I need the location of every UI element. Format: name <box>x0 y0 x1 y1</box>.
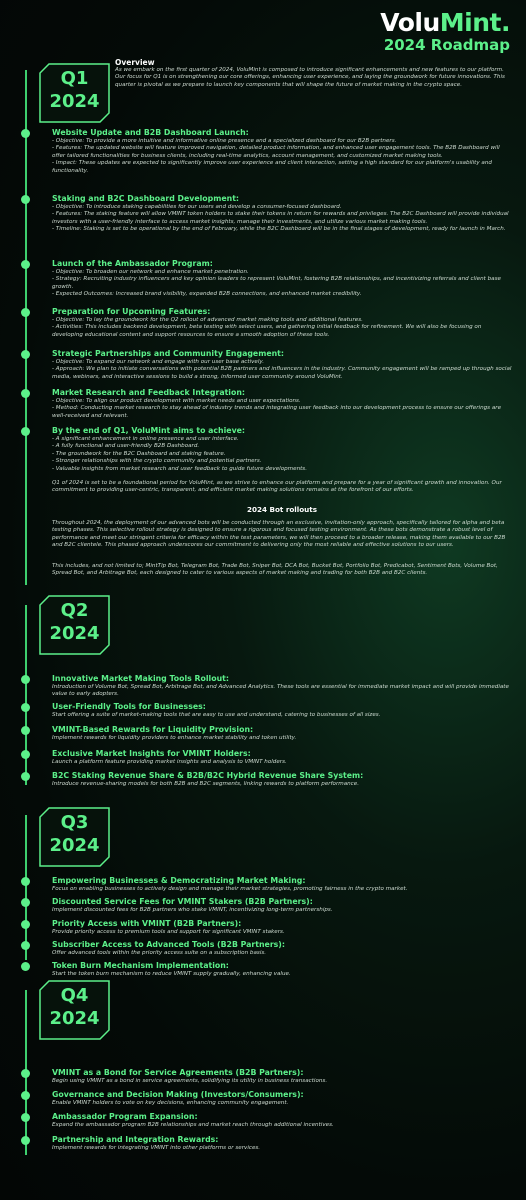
section-line: - Expected Outcomes: Increased brand visibility, expanded B2B connections, and enhanced market credibility. <box>52 291 362 298</box>
section-line: Enable VMINT holders to vote on key decisions, enhancing community engagement. <box>52 1100 289 1106</box>
section-line: Implement discounted fees for B2B partners who stake VMINT, incentivizing long-term partnerships. <box>52 907 333 913</box>
timeline-dot <box>21 920 30 929</box>
brand-logo <box>380 9 510 36</box>
section-line: Introduce revenue-sharing models for both B2B and B2C segments, linking rewards to platform performance. <box>52 781 359 787</box>
section-line: - Features: The staking feature will allow VMINT token holders to stake their tokens in return for rewards and privileges. The B2C Dashboard will provide individual investors with a user-friendly interface to access market insights, manage their investments, and utilize various market making tools. <box>52 211 509 225</box>
q4-section <box>52 1135 512 1152</box>
q3-section <box>52 961 512 978</box>
section-line: - Strategy: Recruiting industry influencers and key opinion leaders to represent VoluMint, fostering B2B relationships, and incentivizing referrals and client base growth. <box>52 276 501 290</box>
year-label: 2024 <box>49 1008 100 1029</box>
section-title: Ambassador Program Expansion: <box>52 1112 198 1121</box>
section-line: - Objective: To lay the groundwork for the Q2 rollout of advanced market making tools and additional features. <box>52 317 363 323</box>
q1-overview <box>115 58 505 89</box>
section-line: - Approach: We plan to initiate conversations with potential B2B partners and influencers in the industry. Community engagement will be ramped up through social media, webinars, and interactive sessions to build a strong, informed user community around VoluMint. <box>52 366 512 380</box>
overview-title: Overview <box>115 58 155 67</box>
quarter-badge-q1 <box>39 63 110 123</box>
section-title: Preparation for Upcoming Features: <box>52 307 211 316</box>
quarter-label: Q2 <box>60 600 89 621</box>
q4-section <box>52 1112 512 1129</box>
section-line: - A fully functional and user-friendly B2B Dashboard. <box>52 443 200 450</box>
timeline-dot <box>21 308 30 317</box>
section-title: Innovative Market Making Tools Rollout: <box>52 674 229 683</box>
section-title: Empowering Businesses & Democratizing Market Making: <box>52 876 306 885</box>
brand-name-accent: Mint. <box>439 8 510 37</box>
timeline-dot <box>21 195 30 204</box>
section-title: Exclusive Market Insights for VMINT Holders: <box>52 749 251 758</box>
section-line: - A significant enhancement in online presence and user interface. <box>52 436 239 442</box>
quarter-label: Q1 <box>60 68 89 89</box>
section-title: Partnership and Integration Rewards: <box>52 1135 219 1144</box>
section-line: Introduction of Volume Bot, Spread Bot, Arbitrage Bot, and Advanced Analytics. These tools are essential for immediate market impact and will provide immediate value to early adopters. <box>52 684 509 698</box>
q1-section <box>52 426 512 473</box>
timeline-dot <box>21 750 30 759</box>
timeline-dot <box>21 350 30 359</box>
section-line: - Stronger relationships with the crypto community and potential partners. <box>52 458 262 465</box>
q1-section <box>52 388 512 420</box>
section-line: Start the token burn mechanism to reduce VMINT supply gradually, enhancing value. <box>52 971 291 977</box>
q1-section <box>52 259 512 299</box>
section-title: Strategic Partnerships and Community Engagement: <box>52 349 285 358</box>
section-title: Staking and B2C Dashboard Development: <box>52 194 240 203</box>
section-line: - Objective: To provide a more intuitive and informative online presence and a specialized dashboard for our B2B partners. <box>52 138 397 144</box>
q1-section <box>52 349 512 381</box>
section-title: B2C Staking Revenue Share & B2B/B2C Hybrid Revenue Share System: <box>52 771 364 780</box>
timeline-dot <box>21 427 30 436</box>
section-line: - Impact: These updates are expected to significantly improve user experience and client interaction, setting a high standard for our platform's usability and functionality. <box>52 160 492 174</box>
section-title: Discounted Service Fees for VMINT Stakers (B2B Partners): <box>52 897 313 906</box>
q1-section <box>52 194 512 234</box>
bot-rollouts-paragraph: Throughout 2024, the deployment of our advanced bots will be conducted through an exclusive, invitation-only approach, specifically tailored for alpha and beta testing phases. This selective rollout strategy is designed to ensure a rigorous and focused testing environment. As these bots demonstrate a robust level of performance and meet our stringent criteria for efficacy within the test parameters, we will then proceed to a broader release, making them available to our B2B and B2C clientele. This phased approach underscores our commitment to delivering only the most reliable and effective solutions to our users. <box>52 520 506 549</box>
timeline-dot <box>21 1136 30 1145</box>
section-line: - Objective: To broaden our network and enhance market penetration. <box>52 269 249 275</box>
timeline-dot <box>21 129 30 138</box>
roadmap-title: 2024 Roadmap <box>383 36 510 54</box>
section-title: Priority Access with VMINT (B2B Partners): <box>52 919 242 928</box>
section-line: Offer advanced tools within the priority access suite on a subscription basis. <box>52 950 267 956</box>
overview-text: As we embark on the first quarter of 2024, VoluMint is composed to introduce significant enhancements and new features to our platform. Our focus for Q1 is on strengthening our core offerings, enhancing user experience, and laying the groundwork for future innovations. This quarter is pivotal as we prepare to launch key components that will shape the future of market making in the crypto space. <box>115 67 505 88</box>
section-title: Website Update and B2B Dashboard Launch: <box>52 128 249 137</box>
q1-closing-paragraph: Q1 of 2024 is set to be a foundational period for VoluMint, as we strive to enhance our platform and prepare for a year of significant growth and innovation. Our commitment to providing user-centric, transparent, and efficient market making solutions remains at the forefront of our efforts. <box>52 480 502 494</box>
section-line: - Valuable insights from market research and user feedback to guide future developments. <box>52 465 307 472</box>
section-line: - Timeline: Staking is set to be operational by the end of February, while the B2C Dashboard will be in the final stages of development, ready for launch in March. <box>52 226 506 233</box>
brand-name-main: Volu <box>380 8 440 37</box>
section-title: Token Burn Mechanism Implementation: <box>52 961 229 970</box>
q3-section <box>52 876 512 893</box>
timeline-dot <box>21 1091 30 1100</box>
q4-section <box>52 1068 512 1085</box>
timeline-dot <box>21 962 30 971</box>
section-line: Implement rewards for liquidity providers to enhance market stability and token utility. <box>52 735 297 741</box>
timeline-dot <box>21 260 30 269</box>
timeline-dot <box>21 703 30 712</box>
quarter-badge-q2 <box>39 595 110 655</box>
section-line: Begin using VMINT as a bond in service agreements, solidifying its utility in business transactions. <box>52 1078 328 1084</box>
section-line: - The groundwork for the B2C Dashboard and staking feature. <box>52 450 226 457</box>
section-title: VMINT as a Bond for Service Agreements (B2B Partners): <box>52 1068 304 1077</box>
quarter-label: Q3 <box>60 812 89 833</box>
section-line: Provide priority access to premium tools and support for significant VMINT stakers. <box>52 929 285 935</box>
quarter-badge-q3 <box>39 807 110 867</box>
q3-section <box>52 919 512 936</box>
section-line: - Method: Conducting market research to stay ahead of industry trends and integrating user feedback into our development process to ensure our offerings are well-received and relevant. <box>52 405 502 419</box>
timeline-dot <box>21 941 30 950</box>
q4-section <box>52 1090 512 1107</box>
section-line: - Objective: To introduce staking capabilities for our users and develop a consumer-focused dashboard. <box>52 204 342 210</box>
year-label: 2024 <box>49 91 100 112</box>
year-label: 2024 <box>49 623 100 644</box>
section-title: User-Friendly Tools for Businesses: <box>52 702 206 711</box>
q3-section <box>52 897 512 914</box>
timeline-dot <box>21 675 30 684</box>
section-line: - Objective: To align our product development with market needs and user expectations. <box>52 398 301 404</box>
section-title: Market Research and Feedback Integration: <box>52 388 246 397</box>
section-line: - Objective: To expand our network and engage with our user base actively. <box>52 359 265 365</box>
section-line: Expand the ambassador program B2B relationships and market reach through additional incentives. <box>52 1122 334 1128</box>
q3-section <box>52 940 512 957</box>
timeline-line-q3 <box>25 815 27 960</box>
section-line: Start offering a suite of market-making tools that are easy to use and understand, catering to businesses of all sizes. <box>52 712 381 718</box>
q2-section <box>52 749 512 766</box>
timeline-dot <box>21 1069 30 1078</box>
section-title: Governance and Decision Making (Investors/Consumers): <box>52 1090 304 1099</box>
quarter-label: Q4 <box>60 985 89 1006</box>
timeline-dot <box>21 877 30 886</box>
section-title: VMINT-Based Rewards for Liquidity Provision: <box>52 725 254 734</box>
quarter-badge-q4 <box>39 980 110 1040</box>
q2-section <box>52 702 512 719</box>
q2-section <box>52 725 512 742</box>
q1-section <box>52 307 512 339</box>
q1-section <box>52 128 512 175</box>
section-line: - Activities: This includes backend development, beta testing with select users, and gathering initial feedback for refinement. We will also be focusing on developing educational content and support resources to ensure a smooth adoption of these tools. <box>52 324 482 338</box>
section-title: Subscriber Access to Advanced Tools (B2B Partners): <box>52 940 285 949</box>
section-title: By the end of Q1, VoluMint aims to achieve: <box>52 426 246 435</box>
section-line: Implement rewards for integrating VMINT into other platforms or services. <box>52 1145 261 1151</box>
q2-section <box>52 771 512 788</box>
timeline-dot <box>21 772 30 781</box>
timeline-dot <box>21 898 30 907</box>
bot-rollouts-heading: 2024 Bot rollouts <box>246 505 318 514</box>
timeline-dot <box>21 1113 30 1122</box>
timeline-dot <box>21 726 30 735</box>
section-line: Launch a platform feature providing market insights and analysis to VMINT holders. <box>52 759 287 765</box>
brand-header <box>380 9 510 54</box>
section-line: Focus on enabling businesses to actively design and manage their market strategies, promoting fairness in the crypto market. <box>52 886 408 892</box>
year-label: 2024 <box>49 835 100 856</box>
timeline-dot <box>21 389 30 398</box>
section-title: Launch of the Ambassador Program: <box>52 259 213 268</box>
section-line: - Features: The updated website will feature improved navigation, detailed product information, and enhanced user engagement tools. The B2B Dashboard will offer tailored functionalities for business clients, including real-time analytics, account management, and customized market making tools. <box>52 145 500 159</box>
q2-section <box>52 674 512 699</box>
bot-list-paragraph: This includes, and not limited to; MintTip Bot, Telegram Bot, Trade Bot, Sniper Bot, DCA Bot, Bucket Bot, Portfolio Bot, Predicabot, Sentiment Bots, Volume Bot, Spread Bot, and Arbitrage Bot, each designed to cater to various aspects of market making and trading for both B2B and B2C clients. <box>52 563 498 577</box>
timeline-line-q1 <box>25 70 27 585</box>
